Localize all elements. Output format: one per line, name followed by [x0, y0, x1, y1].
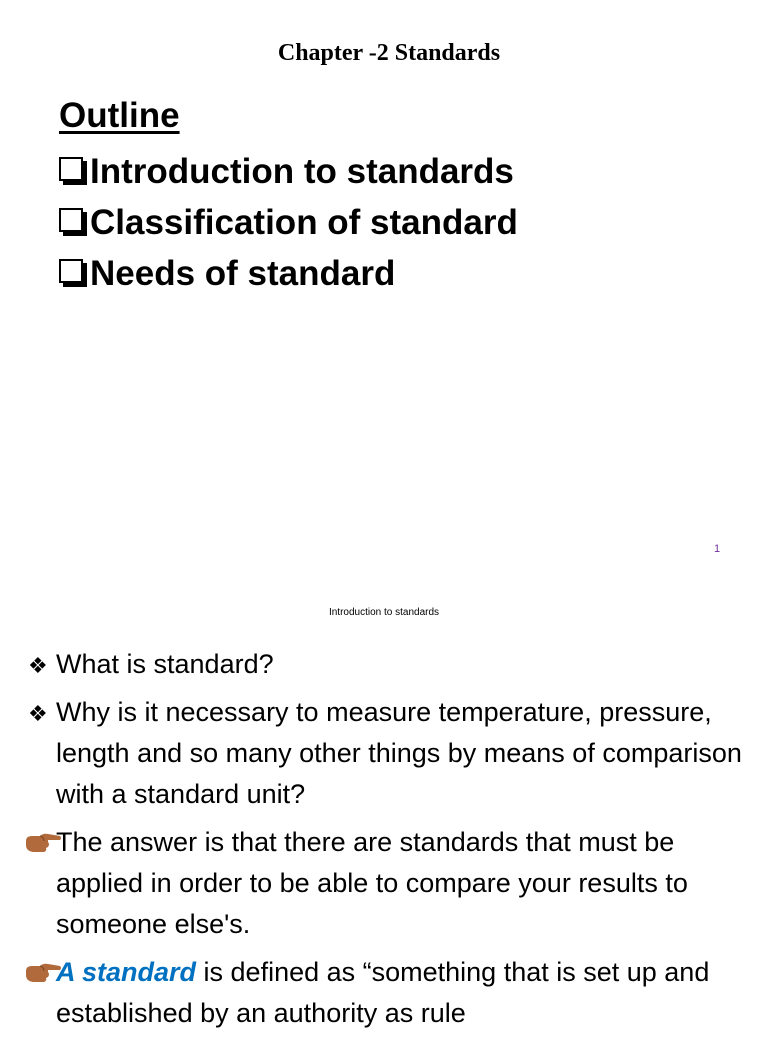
outline-item-label: Introduction to standards	[90, 152, 514, 191]
bullet-list	[28, 644, 758, 1041]
bullet-item	[28, 822, 758, 945]
outline-item	[59, 248, 518, 299]
outline-heading: Outline	[59, 96, 180, 135]
outline-item	[59, 146, 518, 197]
diamond-bullet-icon: ❖	[28, 702, 48, 727]
defined-term: A standard	[56, 957, 197, 987]
definition-text: is defined as “something that is set up and established by an authority as rule	[56, 957, 710, 1028]
slide-header: Introduction to standards	[328, 607, 440, 618]
outline-item-label: Needs of standard	[90, 254, 396, 293]
pointing-hand-icon	[24, 831, 62, 855]
bullet-item	[28, 952, 758, 1034]
outline-item-label: Classification of standard	[90, 203, 518, 242]
bullet-text: The answer is that there are standards that must be applied in order to be able to compare your results to someone else's.	[56, 827, 688, 939]
page-number: 1	[714, 543, 721, 555]
checkbox-bullet-icon	[59, 259, 83, 283]
checkbox-bullet-icon	[59, 157, 83, 181]
bullet-item	[28, 644, 758, 685]
bullet-text	[56, 952, 758, 1034]
outline-item	[59, 197, 518, 248]
pointing-hand-icon	[24, 961, 62, 985]
slide-2	[0, 580, 768, 1028]
bullet-text: What is standard?	[56, 649, 274, 679]
bullet-text: Why is it necessary to measure temperature, pressure, length and so many other things by means of comparison with a standard unit?	[56, 697, 742, 809]
diamond-bullet-icon: ❖	[28, 654, 48, 679]
outline-list	[59, 146, 518, 299]
bullet-item	[28, 692, 758, 815]
checkbox-bullet-icon	[59, 208, 83, 232]
chapter-title: Chapter -2 Standards	[277, 40, 501, 66]
